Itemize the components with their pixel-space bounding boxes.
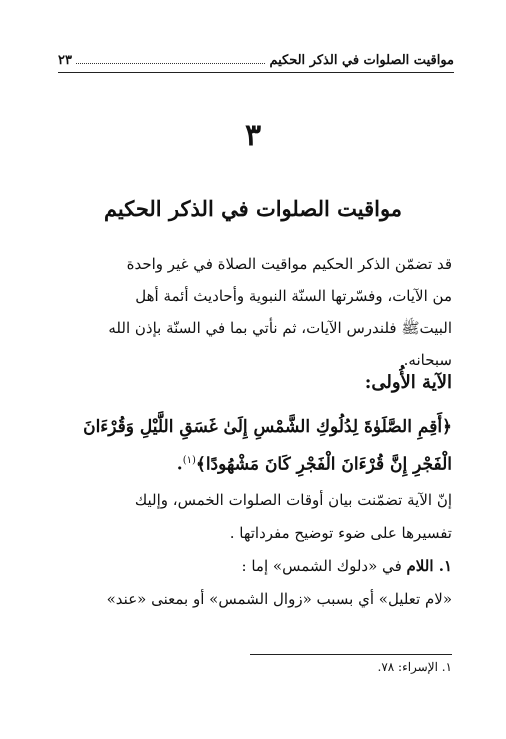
verse-line: ﴿أَقِمِ الصَّلَوٰةَ لِدُلُوكِ الشَّمْسِ إِلَىٰ غَسَقِ اللَّيْلِ وَقُرْءَانَ xyxy=(83,417,452,437)
header-dot-leader xyxy=(76,63,265,64)
running-header xyxy=(58,46,454,73)
footnote-divider xyxy=(250,654,452,655)
explanation-line: إنّ الآية تضمّنت بيان أوقات الصلوات الخمس، وإليك xyxy=(134,491,452,509)
intro-paragraph xyxy=(60,248,452,376)
explanation-line: «لام تعليل» أي بسبب «زوال الشمس» أو بمعنى «عند» xyxy=(106,590,452,608)
verse-end: . xyxy=(176,454,183,475)
verse-line xyxy=(60,444,452,482)
item-text: في «دلوك الشمس» إما : xyxy=(241,557,407,575)
chapter-title: مواقيت الصلوات في الذكر الحكيم xyxy=(103,196,403,221)
explanation-paragraph xyxy=(60,484,452,616)
verse-text: الْفَجْرِ إِنَّ قُرْءَانَ الْفَجْرِ كَانَ مَشْهُودًا﴾ xyxy=(195,454,452,475)
page-number: ٢٣ xyxy=(58,53,72,68)
intro-line: قد تضمّن الذكر الحكيم مواقيت الصلاة في غير واحدة xyxy=(126,255,452,273)
ayah-heading: الآية الأُولى: xyxy=(364,372,452,393)
item-label: ١. اللام xyxy=(406,557,452,575)
footnote-marker[interactable]: (١) xyxy=(182,455,196,466)
intro-line: البيتﷺ فلندرس الآيات، ثم نأتي بما في السنّة بإذن الله xyxy=(108,319,452,337)
explanation-item xyxy=(60,550,452,583)
quran-verse xyxy=(60,410,452,482)
footnote: ١. الإسراء: ٧٨. xyxy=(377,660,452,674)
chapter-number: ٣ xyxy=(244,118,262,153)
explanation-line: تفسيرها على ضوء توضيح مفرداتها . xyxy=(229,524,452,542)
intro-line: من الآيات، وفسّرتها السنّة النبوية وأحاديث أئمة أهل xyxy=(135,287,452,305)
header-title: مواقيت الصلوات في الذكر الحكيم xyxy=(269,53,454,68)
intro-line: سبحانه. xyxy=(403,351,452,369)
